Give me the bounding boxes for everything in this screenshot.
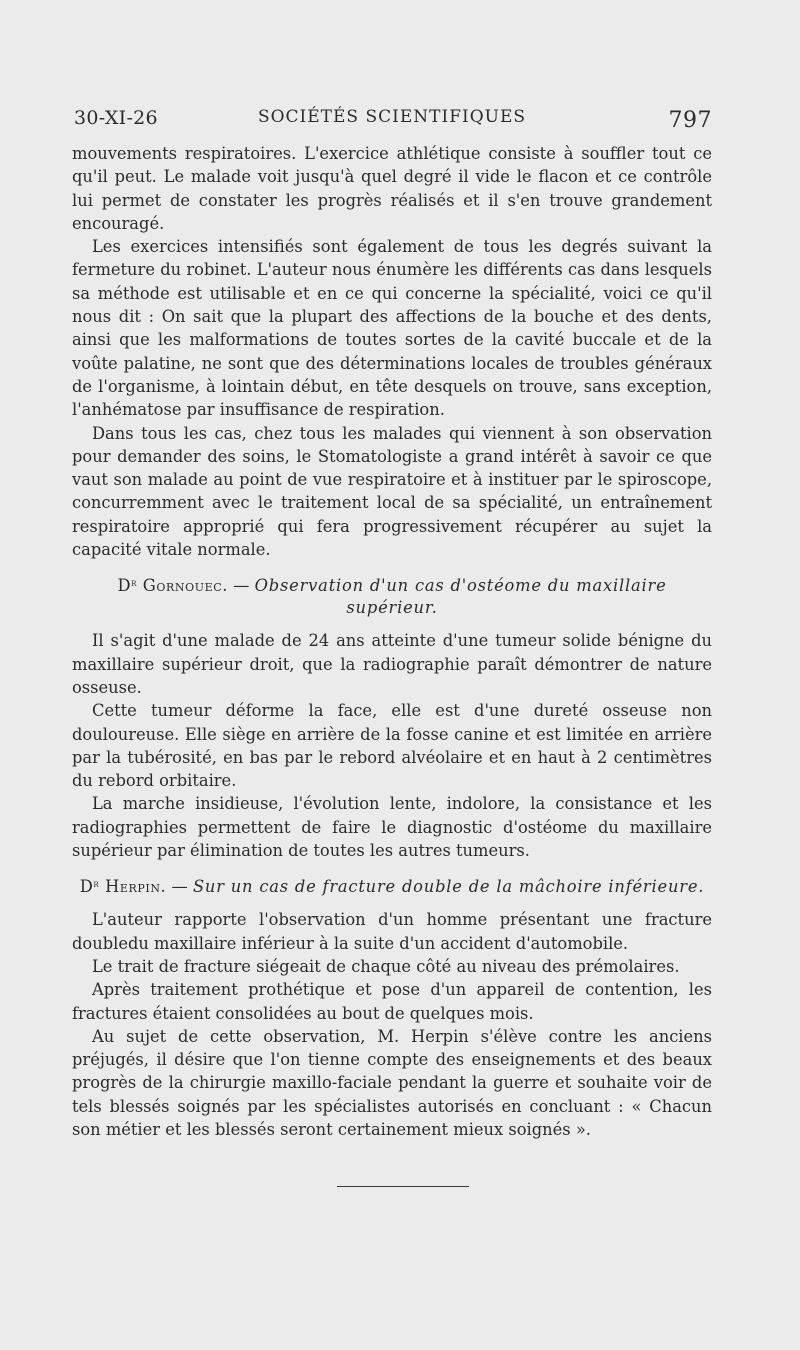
section-author: $D^r$ Gornouec. [117,576,228,596]
paragraph: Dans tous les cas, chez tous les malades qui viennent à son observation pour demander des soins, le Stomatologiste a grand intérêt à savoir ce que vaut son malade au point de vue respiratoire et à instituer par le spiroscope, concurremment avec le traitement local de sa spécialité, un entraînement respiratoire approprié qui fera progressivement récupérer au sujet la capacité vitale normale. [72,423,712,560]
section-title: Sur un cas de fracture double de la mâchoire inférieure. [192,877,705,897]
section-dash: — [166,877,193,897]
section-author: $D^r$ Herpin. [79,877,167,897]
section-dash: — [228,576,255,596]
article-body [72,142,712,1141]
section-heading-herpin [72,874,712,898]
paragraph: Au sujet de cette observation, M. Herpin s'élève contre les anciens préjugés, il désire que l'on tienne compte des enseignements et des beaux progrès de la chirurgie maxillo-faciale pendant la guerre et souhaite voir de tels blessés soignés par les spécialistes autorisés en concluant : « Chacun son métier et les blessés seront certainement mieux soignés ». [72,1026,712,1139]
page-number: 797 [668,108,712,133]
end-rule [337,1186,469,1187]
running-header [72,104,712,138]
paragraph: Il s'agit d'une malade de 24 ans atteinte d'une tumeur solide bénigne du maxillaire supérieur droit, que la radiographie paraît démontrer de nature osseuse. [72,631,712,697]
section-title: Observation d'un cas d'ostéome du maxillaire supérieur. [254,576,667,618]
paragraph: L'auteur rapporte l'observation d'un homme présentant une fracture doubledu maxillaire inférieur à la suite d'un accident d'automobile. [72,910,712,953]
paragraph: Après traitement prothétique et pose d'un appareil de contention, les fractures étaient consolidées au bout de quelques mois. [72,980,712,1023]
header-section-title: SOCIÉTÉS SCIENTIFIQUES [257,107,527,127]
paragraph: mouvements respiratoires. L'exercice athlétique consiste à souffler tout ce qu'il peut. Le malade voit jusqu'à quel degré il vide le flacon et ce contrôle lui permet de constater les progrès réalisés et il s'en trouve grandement encouragé. [72,144,712,233]
paragraph: Le trait de fracture siégeait de chaque côté au niveau des prémolaires. [92,956,680,976]
header-date: 30-XI-26 [74,107,158,129]
paragraph: Les exercices intensifiés sont également de tous les degrés suivant la fermeture du robinet. L'auteur nous énumère les différents cas dans lesquels sa méthode est utilisable et en ce qui concerne la spécialité, voici ce qu'il nous dit : On sait que la plupart des affections de la bouche et des dents, ainsi que les malformations de toutes sortes de la cavité buccale et de la voûte palatine, ne sont que des déterminations locales de troubles généraux de l'organisme, à lointain début, en tête desquels on trouve, sans exception, l'anhématose par insuffisance de respiration. [72,237,712,420]
section-heading-gornouec [72,573,712,619]
paragraph: Cette tumeur déforme la face, elle est d'une dureté osseuse non douloureuse. Elle siège en arrière de la fosse canine et est limitée en arrière par la tubérosité, en bas par le rebord alvéolaire et en haut à 2 centimètres du rebord orbitaire. [72,701,712,791]
paragraph: La marche insidieuse, l'évolution lente, indolore, la consistance et les radiographies permettent de faire le diagnostic d'ostéome du maxillaire supérieur par élimination de toutes les autres tumeurs. [72,794,712,861]
